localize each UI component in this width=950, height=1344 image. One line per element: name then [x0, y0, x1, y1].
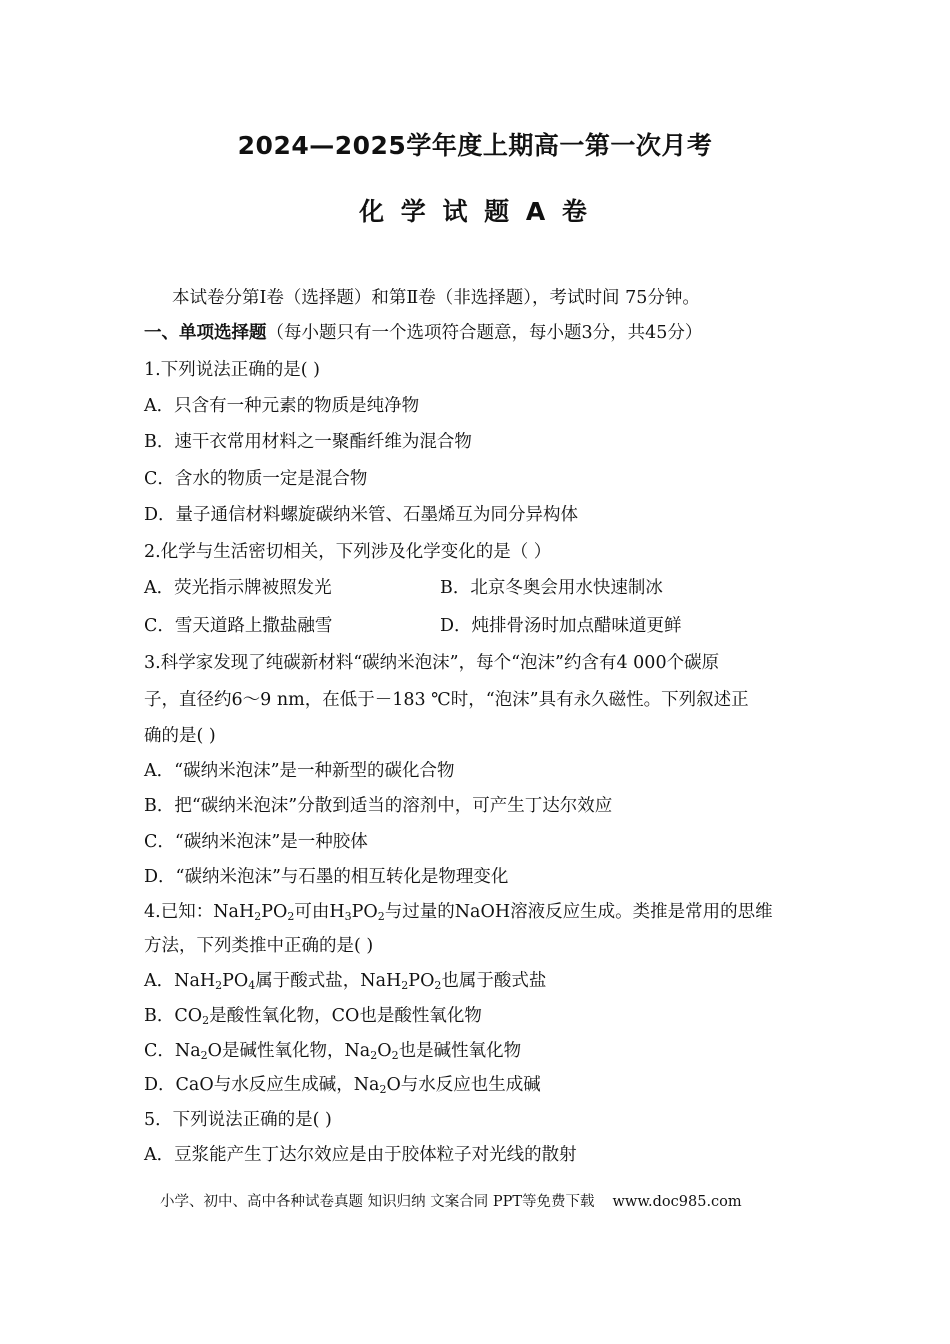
q3-stem-line1: 3.科学家发现了纯碳新材料“碳纳米泡沫”，每个“泡沫”约含有4 000个碳原 [144, 653, 720, 673]
q5-stem: 5．下列说法正确的是( ) [144, 1110, 332, 1130]
q2-option-b: B．北京冬奥会用水快速制冰 [440, 578, 663, 598]
exam-title: 2024—2025学年度上期高一第一次月考 [237, 131, 713, 160]
q1-option-b: B．速干衣常用材料之一聚酯纤维为混合物 [144, 432, 472, 452]
q3-option-c: C．“碳纳米泡沫”是一种胶体 [144, 832, 368, 852]
intro-text: 本试卷分第Ⅰ卷（选择题）和第Ⅱ卷（非选择题），考试时间 75分钟。 [172, 288, 700, 308]
q2-option-c: C．雪天道路上撒盐融雪 [144, 616, 333, 636]
q4-option-a: A．$NaH_2PO_4$属于酸式盐，$NaH_2PO_2$也属于酸式盐 [144, 971, 547, 992]
footer-text: 小学、初中、高中各种试卷真题 知识归纳 文案合同 PPT等免费下载 [160, 1194, 595, 1210]
q4-option-d: D．CaO与水反应生成碱，$Na_2O$与水反应也生成碱 [144, 1075, 541, 1096]
exam-subtitle: 化 学 试 题 A 卷 [359, 197, 591, 226]
q2-stem: 2.化学与生活密切相关，下列涉及化学变化的是（ ） [144, 542, 552, 562]
q2-option-a: A．荧光指示牌被照发光 [144, 578, 332, 598]
section-title: 一、单项选择题 [144, 323, 267, 343]
q4-option-c: C．$Na_2O$是碱性氧化物，$Na_2O_2$也是碱性氧化物 [144, 1041, 522, 1062]
q1-stem: 1.下列说法正确的是( ) [144, 360, 320, 380]
q3-option-b: B．把“碳纳米泡沫”分散到适当的溶剂中，可产生丁达尔效应 [144, 796, 613, 816]
q3-stem-line2: 子，直径约6～9 nm，在低于－183 ℃时，“泡沫”具有永久磁性。下列叙述正 [144, 690, 749, 710]
q3-option-d: D．“碳纳米泡沫”与石墨的相互转化是物理变化 [144, 867, 509, 887]
page-footer [160, 1190, 742, 1211]
q4-stem-line1: 4.已知：$NaH_2PO_2$可由$H_3PO_2$与过量的NaOH溶液反应生成。类推是常用的思维 [144, 902, 773, 923]
q4-option-b: B．$CO_2$是酸性氧化物，CO也是酸性氧化物 [144, 1006, 482, 1027]
q5-option-a: A．豆浆能产生丁达尔效应是由于胶体粒子对光线的散射 [144, 1145, 577, 1165]
q3-option-a: A．“碳纳米泡沫”是一种新型的碳化合物 [144, 761, 455, 781]
q3-stem-line3: 确的是( ) [144, 726, 216, 746]
q2-option-d: D．炖排骨汤时加点醋味道更鲜 [440, 616, 682, 636]
q1-option-c: C．含水的物质一定是混合物 [144, 469, 368, 489]
q4-stem-line2: 方法，下列类推中正确的是( ) [144, 936, 374, 956]
q1-option-a: A．只含有一种元素的物质是纯净物 [144, 396, 420, 416]
section-note: （每小题只有一个选项符合题意，每小题3分，共45分） [266, 323, 703, 343]
q1-option-d: D．量子通信材料螺旋碳纳米管、石墨烯互为同分异构体 [144, 505, 579, 525]
footer-url-link[interactable]: www.doc985.com [612, 1194, 742, 1210]
section-heading [144, 321, 702, 345]
